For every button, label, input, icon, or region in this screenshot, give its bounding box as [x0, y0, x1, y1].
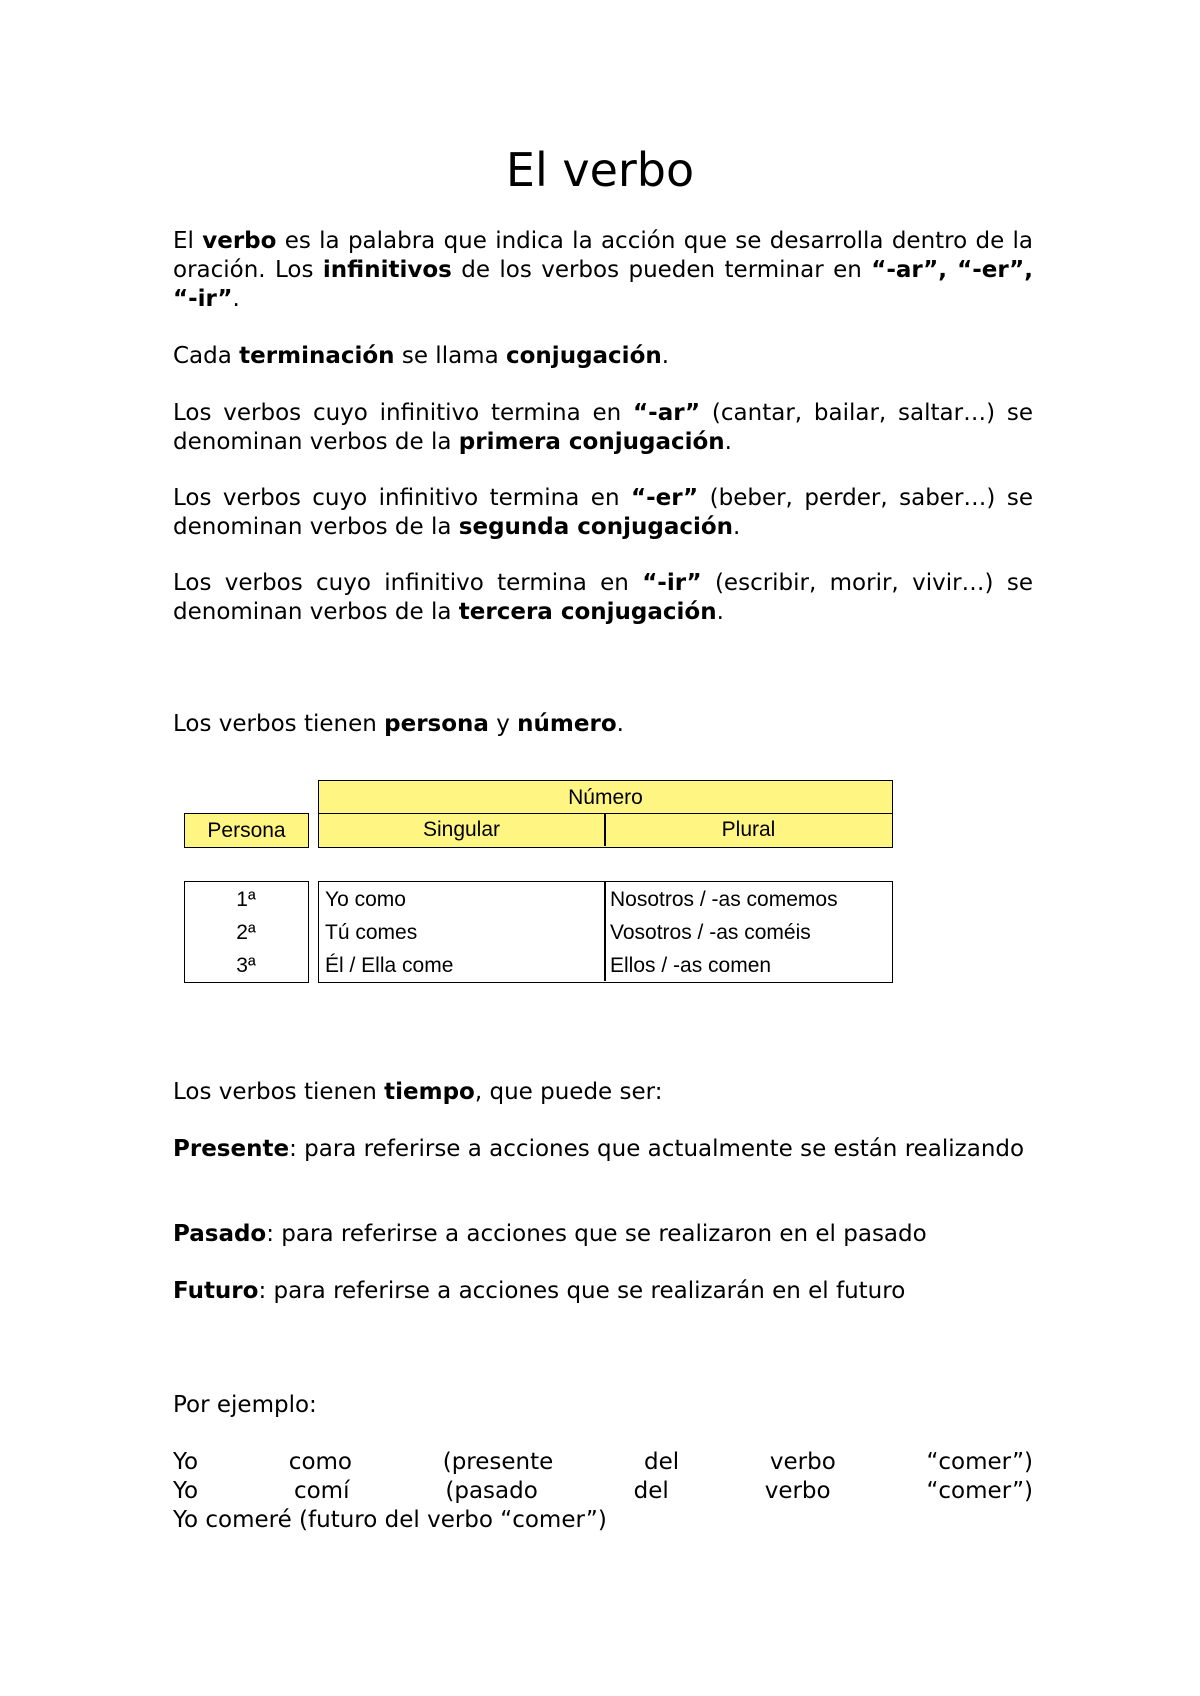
- text-run: de los verbos pueden terminar en: [451, 257, 872, 283]
- persona-1: 1ª: [236, 888, 256, 911]
- text-run: Los verbos cuyo infinitivo termina en: [173, 400, 634, 426]
- plural-header-label: Plural: [721, 818, 776, 841]
- bold-text: Futuro: [173, 1278, 259, 1304]
- paragraph-persona-numero: [173, 710, 1033, 739]
- text-run: .: [733, 514, 741, 540]
- text-run: Los verbos cuyo infinitivo termina en: [173, 485, 631, 511]
- text-run: .: [716, 599, 724, 625]
- bold-text: número: [517, 711, 617, 737]
- bold-text: infinitivos: [322, 257, 452, 283]
- text-run: (beber, perder, saber…) se denominan verbos de la: [173, 485, 1033, 540]
- paragraph-primera: [173, 399, 1033, 457]
- paragraph-segunda: [173, 484, 1033, 542]
- paragraph-pasado: [173, 1220, 1033, 1249]
- text-run: , que puede ser:: [474, 1079, 663, 1105]
- singular-1: Yo como: [325, 888, 406, 911]
- plural-1: Nosotros / -as comemos: [610, 888, 838, 911]
- singular-header: [319, 814, 604, 846]
- text-run: (cantar, bailar, saltar…) se denominan verbos de la: [173, 400, 1033, 455]
- bold-text: “-er”: [631, 485, 699, 511]
- text-run: El: [173, 228, 203, 254]
- conjugation-values: [318, 881, 893, 983]
- text-run: Los verbos tienen: [173, 711, 385, 737]
- bold-text: Pasado: [173, 1221, 267, 1247]
- paragraph-intro: [173, 227, 1033, 314]
- bold-text: tercera conjugación: [458, 599, 717, 625]
- bold-text: “-ir”: [642, 570, 702, 596]
- bold-text: segunda conjugación: [458, 514, 734, 540]
- example-futuro: Yo comeré (futuro del verbo “comer”): [173, 1507, 607, 1533]
- paragraph-tiempo: [173, 1078, 1033, 1107]
- text-run: (escribir, morir, vivir…) se denominan verbos de la: [173, 570, 1033, 625]
- text-run: .: [724, 429, 732, 455]
- text-run: .: [661, 343, 670, 369]
- singular-header-label: Singular: [422, 818, 501, 841]
- numero-header-label: Número: [568, 785, 643, 809]
- persona-column: [184, 881, 309, 983]
- bold-text: tiempo: [384, 1079, 475, 1105]
- bold-text: Presente: [173, 1136, 290, 1162]
- bold-text: verbo: [202, 228, 277, 254]
- persona-3: 3ª: [236, 954, 256, 977]
- paragraph-futuro: [173, 1277, 1033, 1306]
- text-run: .: [616, 711, 624, 737]
- singular-plural-header-row: [318, 813, 893, 848]
- plural-header: [606, 814, 891, 846]
- plural-2: Vosotros / -as coméis: [610, 921, 811, 944]
- persona-header: [184, 813, 309, 848]
- text-run: : para referirse a acciones que se realizaron en el pasado: [266, 1221, 927, 1247]
- persona-2: 2ª: [236, 921, 256, 944]
- text-run: : para referirse a acciones que actualmente se están realizando: [289, 1136, 1025, 1162]
- paragraph-tercera: [173, 569, 1033, 627]
- bold-text: terminación: [239, 343, 395, 369]
- text-run: Los verbos cuyo infinitivo termina en: [173, 570, 643, 596]
- paragraph-terminacion: [173, 342, 1033, 371]
- example-pasado: Yo comí (pasado del verbo “comer”): [173, 1478, 1033, 1504]
- page-title: El verbo: [505, 143, 695, 197]
- singular-3: Él / Ella come: [325, 954, 454, 977]
- paragraph-por-ejemplo: Por ejemplo:: [173, 1392, 317, 1418]
- text-run: es la palabra que indica la acción que se desarrolla dentro de la oración. Los: [173, 228, 1034, 283]
- text-run: : para referirse a acciones que se realizarán en el futuro: [258, 1278, 906, 1304]
- text-run: Los verbos tienen: [173, 1079, 385, 1105]
- numero-header: [318, 780, 893, 815]
- bold-text: conjugación: [506, 343, 662, 369]
- bold-text: persona: [384, 711, 489, 737]
- text-run: Cada: [173, 343, 240, 369]
- column-divider: [604, 882, 606, 981]
- singular-2: Tú comes: [325, 921, 418, 944]
- bold-text: “-ar”, “-er”, “-ir”: [173, 257, 1033, 312]
- plural-3: Ellos / -as comen: [610, 954, 772, 977]
- text-run: se llama: [394, 343, 506, 369]
- text-run: y: [488, 711, 518, 737]
- bold-text: “-ar”: [633, 400, 701, 426]
- example-presente: Yo como (presente del verbo “comer”): [173, 1449, 1033, 1475]
- text-run: .: [232, 286, 240, 312]
- bold-text: primera conjugación: [458, 429, 725, 455]
- persona-header-label: Persona: [207, 818, 286, 842]
- paragraph-presente: [173, 1135, 1033, 1164]
